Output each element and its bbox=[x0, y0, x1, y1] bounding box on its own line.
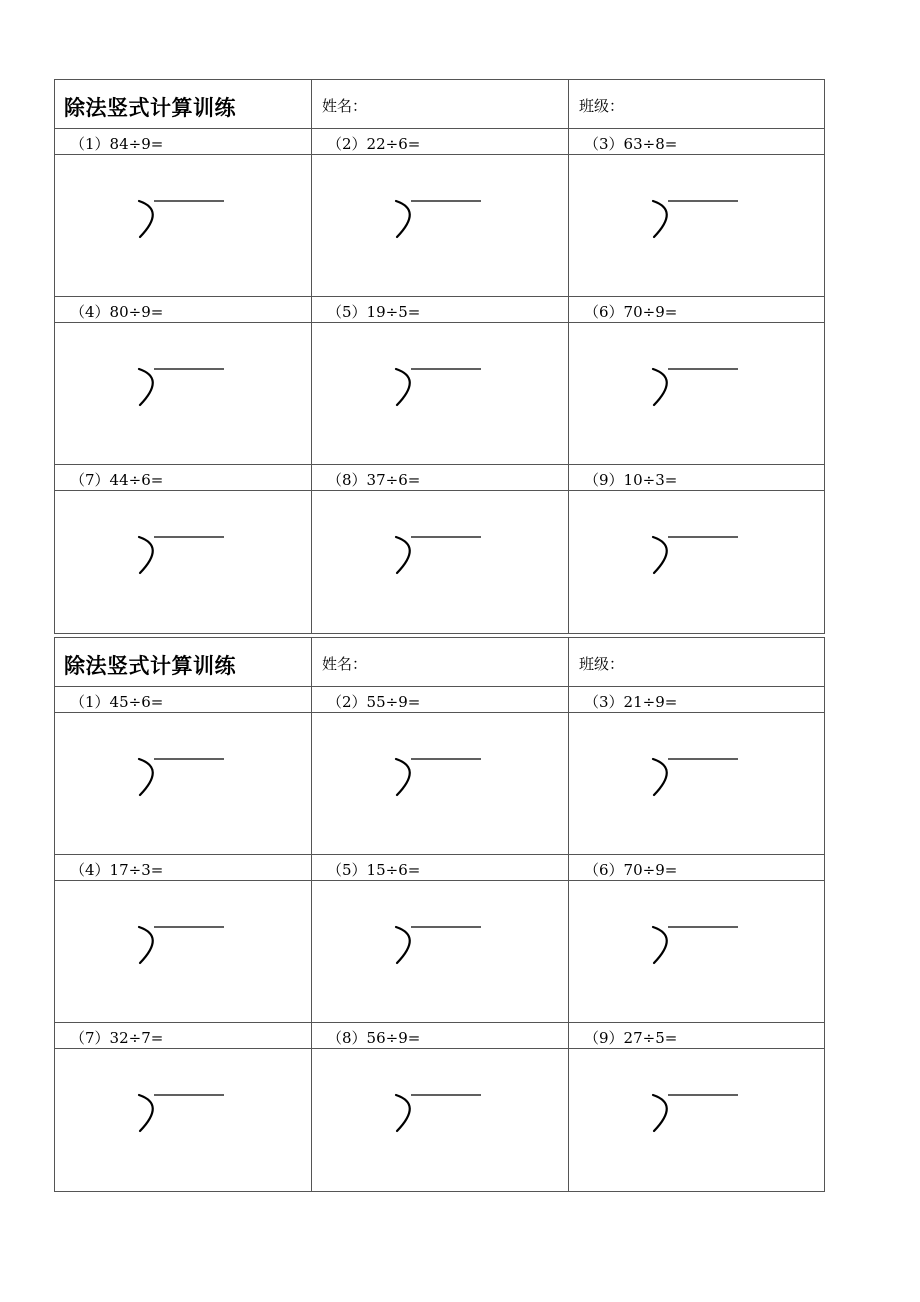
long-division-bracket-icon bbox=[312, 713, 562, 853]
problem-label: （5）15÷6= bbox=[327, 861, 421, 879]
long-division-bracket-icon bbox=[55, 323, 305, 463]
long-division-bracket-icon bbox=[55, 491, 305, 631]
work-area[interactable] bbox=[312, 713, 569, 854]
bracket-curve bbox=[139, 537, 153, 573]
problem-label: （7）32÷7= bbox=[70, 1029, 164, 1047]
bracket-curve bbox=[139, 369, 153, 405]
work-area[interactable] bbox=[569, 155, 824, 296]
work-area[interactable] bbox=[312, 155, 569, 296]
work-area[interactable] bbox=[55, 323, 312, 464]
problem-label: （6）70÷9= bbox=[584, 303, 678, 321]
bracket-curve bbox=[653, 1095, 667, 1131]
problem-label: （3）21÷9= bbox=[584, 693, 678, 711]
long-division-bracket-icon bbox=[569, 491, 819, 631]
long-division-bracket-icon bbox=[55, 1049, 305, 1189]
bracket-curve bbox=[653, 759, 667, 795]
long-division-bracket-icon bbox=[55, 881, 305, 1021]
bracket-curve bbox=[396, 201, 410, 237]
header-row bbox=[55, 80, 824, 129]
problem-label: （8）56÷9= bbox=[327, 1029, 421, 1047]
work-area[interactable] bbox=[55, 155, 312, 296]
worksheet-2 bbox=[54, 637, 825, 1192]
class-field[interactable] bbox=[569, 80, 824, 128]
work-area[interactable] bbox=[55, 491, 312, 633]
problem-label: （3）63÷8= bbox=[584, 135, 678, 153]
header-row bbox=[55, 638, 824, 687]
bracket-curve bbox=[653, 369, 667, 405]
problem-label: （9）10÷3= bbox=[584, 471, 678, 489]
bracket-curve bbox=[139, 1095, 153, 1131]
bracket-curve bbox=[139, 927, 153, 963]
long-division-bracket-icon bbox=[312, 155, 562, 295]
long-division-bracket-icon bbox=[312, 881, 562, 1021]
long-division-bracket-icon bbox=[569, 713, 819, 853]
name-label: 姓名： bbox=[322, 97, 368, 115]
work-area[interactable] bbox=[312, 323, 569, 464]
work-area[interactable] bbox=[312, 491, 569, 633]
problem-row bbox=[55, 465, 824, 491]
bracket-curve bbox=[396, 759, 410, 795]
worksheet-title: 除法竖式计算训练 bbox=[64, 96, 236, 120]
name-field[interactable] bbox=[312, 80, 569, 128]
work-area[interactable] bbox=[312, 881, 569, 1022]
long-division-bracket-icon bbox=[312, 323, 562, 463]
class-field[interactable] bbox=[569, 638, 824, 686]
problem-row bbox=[55, 855, 824, 881]
name-label: 姓名： bbox=[322, 655, 368, 673]
problem-label: （2）22÷6= bbox=[327, 135, 421, 153]
work-area[interactable] bbox=[569, 881, 824, 1022]
work-row bbox=[55, 491, 824, 633]
problem-row bbox=[55, 687, 824, 713]
problem-row bbox=[55, 297, 824, 323]
long-division-bracket-icon bbox=[55, 155, 305, 295]
problem-label: （5）19÷5= bbox=[327, 303, 421, 321]
work-row bbox=[55, 713, 824, 855]
worksheet-1 bbox=[54, 79, 825, 634]
work-area[interactable] bbox=[312, 1049, 569, 1191]
problem-label: （6）70÷9= bbox=[584, 861, 678, 879]
problem-label: （1）45÷6= bbox=[70, 693, 164, 711]
name-field[interactable] bbox=[312, 638, 569, 686]
problem-label: （4）80÷9= bbox=[70, 303, 164, 321]
bracket-curve bbox=[396, 1095, 410, 1131]
long-division-bracket-icon bbox=[55, 713, 305, 853]
long-division-bracket-icon bbox=[312, 491, 562, 631]
bracket-curve bbox=[396, 927, 410, 963]
work-area[interactable] bbox=[569, 323, 824, 464]
work-area[interactable] bbox=[55, 713, 312, 854]
work-row bbox=[55, 323, 824, 465]
problem-label: （8）37÷6= bbox=[327, 471, 421, 489]
problem-label: （9）27÷5= bbox=[584, 1029, 678, 1047]
bracket-curve bbox=[653, 201, 667, 237]
problem-label: （7）44÷6= bbox=[70, 471, 164, 489]
bracket-curve bbox=[396, 537, 410, 573]
work-area[interactable] bbox=[55, 881, 312, 1022]
long-division-bracket-icon bbox=[569, 323, 819, 463]
work-area[interactable] bbox=[569, 1049, 824, 1191]
worksheet-title: 除法竖式计算训练 bbox=[64, 654, 236, 678]
work-row bbox=[55, 881, 824, 1023]
long-division-bracket-icon bbox=[569, 155, 819, 295]
class-label: 班级： bbox=[579, 655, 625, 673]
problem-label: （4）17÷3= bbox=[70, 861, 164, 879]
work-area[interactable] bbox=[569, 713, 824, 854]
bracket-curve bbox=[139, 201, 153, 237]
problem-label: （1）84÷9= bbox=[70, 135, 164, 153]
class-label: 班级： bbox=[579, 97, 625, 115]
work-row bbox=[55, 155, 824, 297]
bracket-curve bbox=[396, 369, 410, 405]
problem-label: （2）55÷9= bbox=[327, 693, 421, 711]
work-area[interactable] bbox=[55, 1049, 312, 1191]
problem-row bbox=[55, 129, 824, 155]
bracket-curve bbox=[653, 537, 667, 573]
long-division-bracket-icon bbox=[569, 1049, 819, 1189]
work-row bbox=[55, 1049, 824, 1191]
bracket-curve bbox=[139, 759, 153, 795]
work-area[interactable] bbox=[569, 491, 824, 633]
long-division-bracket-icon bbox=[312, 1049, 562, 1189]
long-division-bracket-icon bbox=[569, 881, 819, 1021]
problem-row bbox=[55, 1023, 824, 1049]
bracket-curve bbox=[653, 927, 667, 963]
